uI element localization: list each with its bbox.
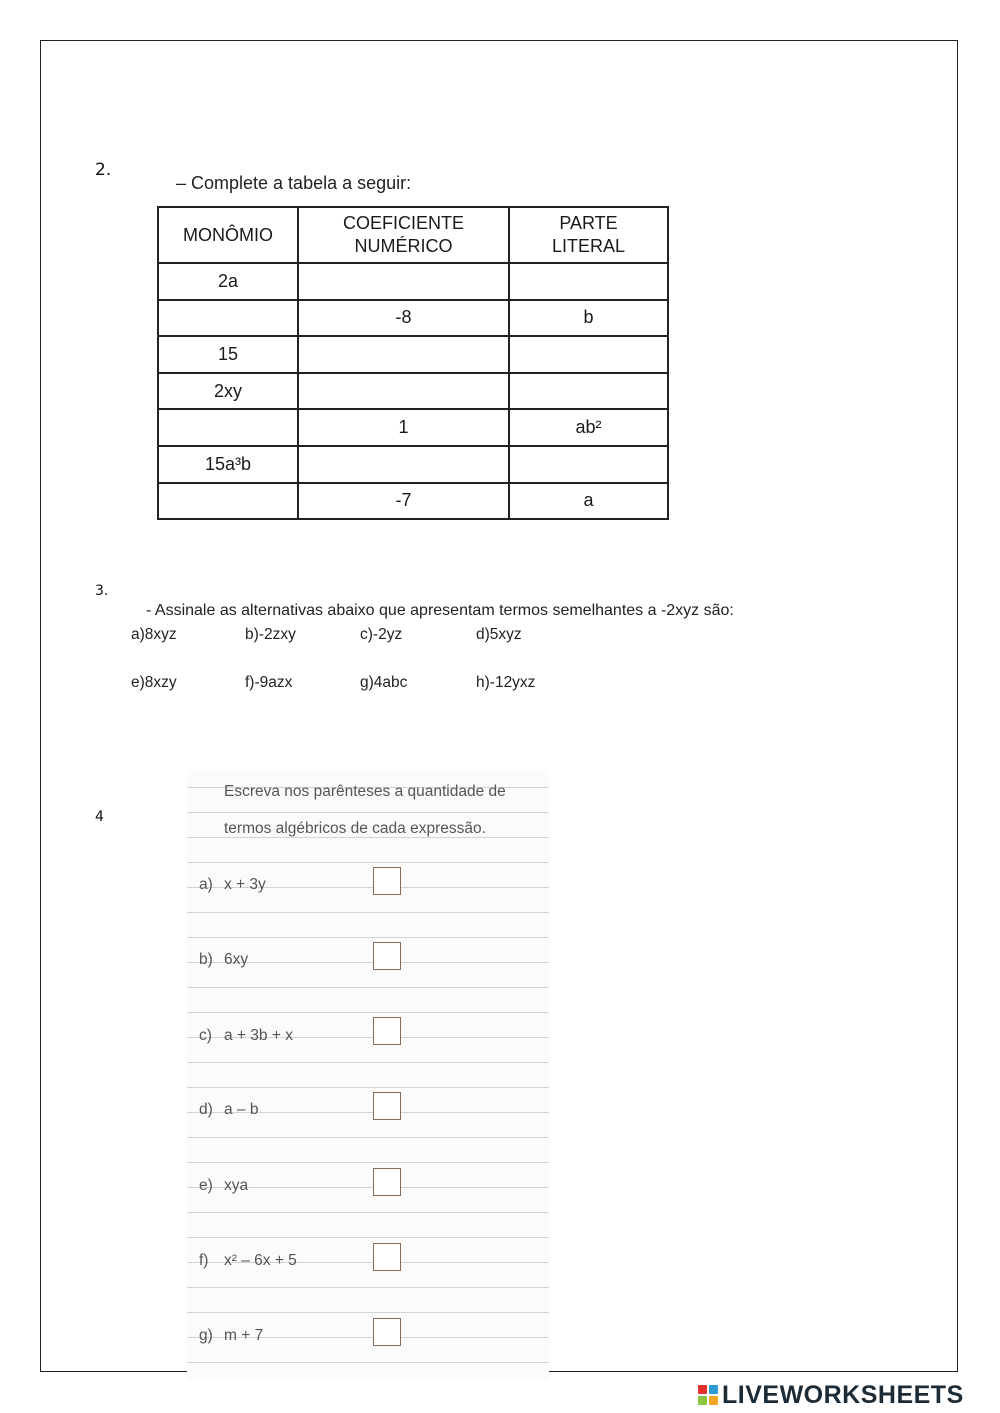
header-parte-literal-text: PARTE LITERAL bbox=[551, 213, 626, 256]
option-e[interactable]: e)8xzy bbox=[131, 674, 177, 691]
brand-text: LIVEWORKSHEETS bbox=[722, 1380, 964, 1409]
question-3-instruction: - Assinale as alternativas abaixo que apresentam termos semelhantes a -2xyz são: bbox=[146, 602, 734, 619]
cell-coeficiente-input[interactable] bbox=[298, 263, 509, 300]
lined-notebook-scan bbox=[187, 770, 549, 1380]
cell-coeficiente-input[interactable] bbox=[298, 373, 509, 410]
option-d[interactable]: d)5xyz bbox=[476, 626, 522, 643]
item-d-expr: a – b bbox=[224, 1101, 259, 1118]
item-f-label: f) bbox=[199, 1252, 209, 1269]
option-g[interactable]: g)4abc bbox=[360, 674, 408, 691]
option-b[interactable]: b)-2zxy bbox=[245, 626, 296, 643]
table-row bbox=[158, 409, 668, 446]
answer-box-e[interactable] bbox=[373, 1168, 401, 1196]
cell-monomio: 2xy bbox=[158, 373, 298, 410]
table-row bbox=[158, 483, 668, 520]
q4-instruction-line2: termos algébricos de cada expressão. bbox=[224, 820, 486, 837]
cell-coeficiente-input[interactable] bbox=[298, 446, 509, 483]
option-a[interactable]: a)8xyz bbox=[131, 626, 177, 643]
cell-monomio: 15a³b bbox=[158, 446, 298, 483]
table-row bbox=[158, 336, 668, 373]
cell-monomio-input[interactable] bbox=[158, 409, 298, 446]
header-monomio-text: MONÔMIO bbox=[183, 224, 273, 245]
question-4-number: 4 bbox=[95, 809, 104, 825]
cell-monomio-input[interactable] bbox=[158, 483, 298, 520]
liveworksheets-brand bbox=[698, 1381, 964, 1409]
cell-parte-literal-input[interactable] bbox=[509, 373, 668, 410]
cell-monomio: 2a bbox=[158, 263, 298, 300]
item-c-label: c) bbox=[199, 1027, 212, 1044]
answer-box-c[interactable] bbox=[373, 1017, 401, 1045]
table-row bbox=[158, 446, 668, 483]
item-a-label: a) bbox=[199, 876, 213, 893]
item-g-expr: m + 7 bbox=[224, 1327, 264, 1344]
answer-box-a[interactable] bbox=[373, 867, 401, 895]
cell-monomio-input[interactable] bbox=[158, 300, 298, 337]
logo-square-green bbox=[698, 1396, 707, 1405]
table-row bbox=[158, 263, 668, 300]
item-e-expr: xya bbox=[224, 1177, 249, 1194]
question-3-number: 3. bbox=[95, 583, 109, 599]
cell-coeficiente: -8 bbox=[298, 300, 509, 337]
cell-parte-literal: ab² bbox=[509, 409, 668, 446]
option-c[interactable]: c)-2yz bbox=[360, 626, 403, 643]
header-monomio bbox=[158, 207, 298, 263]
monomial-table bbox=[157, 206, 669, 520]
table-header-row bbox=[158, 207, 668, 263]
header-parte-literal bbox=[509, 207, 668, 263]
cell-coeficiente: 1 bbox=[298, 409, 509, 446]
option-h[interactable]: h)-12yxz bbox=[476, 674, 536, 691]
item-b-label: b) bbox=[199, 951, 213, 968]
item-f-expr: x² – 6x + 5 bbox=[224, 1252, 297, 1269]
logo-square-orange bbox=[709, 1396, 718, 1405]
answer-box-g[interactable] bbox=[373, 1318, 401, 1346]
cell-parte-literal: b bbox=[509, 300, 668, 337]
question-2-number: 2. bbox=[95, 160, 112, 180]
logo-square-blue bbox=[709, 1385, 718, 1394]
q4-instruction-line1: Escreva nos parênteses a quantidade de bbox=[224, 783, 506, 800]
item-b-expr: 6xy bbox=[224, 951, 249, 968]
header-coeficiente bbox=[298, 207, 509, 263]
item-d-label: d) bbox=[199, 1101, 213, 1118]
table-row bbox=[158, 300, 668, 337]
cell-parte-literal: a bbox=[509, 483, 668, 520]
option-f[interactable]: f)-9azx bbox=[245, 674, 293, 691]
cell-monomio: 15 bbox=[158, 336, 298, 373]
item-a-expr: x + 3y bbox=[224, 876, 266, 893]
header-coeficiente-text: COEFICIENTE NUMÉRICO bbox=[342, 213, 464, 256]
item-e-label: e) bbox=[199, 1177, 213, 1194]
logo-square-red bbox=[698, 1385, 707, 1394]
table-row bbox=[158, 373, 668, 410]
answer-box-d[interactable] bbox=[373, 1092, 401, 1120]
cell-coeficiente: -7 bbox=[298, 483, 509, 520]
cell-parte-literal-input[interactable] bbox=[509, 336, 668, 373]
question-2-instruction: – Complete a tabela a seguir: bbox=[176, 173, 412, 193]
liveworksheets-logo-icon bbox=[698, 1385, 718, 1405]
answer-box-b[interactable] bbox=[373, 942, 401, 970]
item-c-expr: a + 3b + x bbox=[224, 1027, 293, 1044]
answer-box-f[interactable] bbox=[373, 1243, 401, 1271]
item-g-label: g) bbox=[199, 1327, 213, 1344]
cell-parte-literal-input[interactable] bbox=[509, 446, 668, 483]
cell-coeficiente-input[interactable] bbox=[298, 336, 509, 373]
cell-parte-literal-input[interactable] bbox=[509, 263, 668, 300]
